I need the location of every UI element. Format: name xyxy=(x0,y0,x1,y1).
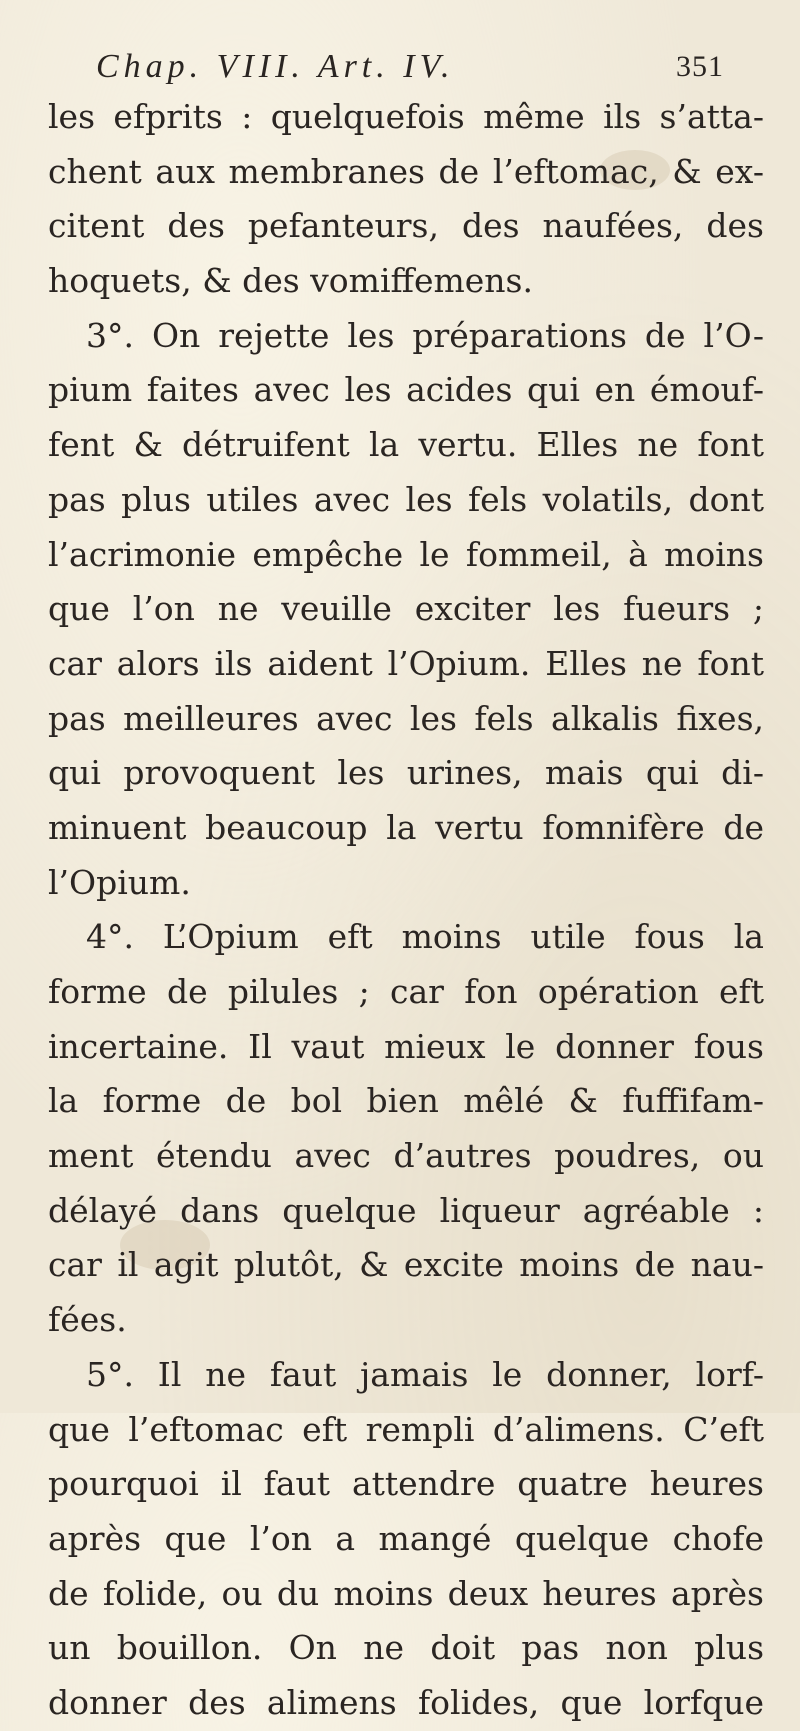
text-line: pourquoi il faut attendre quatre heures xyxy=(48,1464,764,1504)
text-line: que l’on ne veuille exciter les fueurs ; xyxy=(48,589,764,629)
text-line: forme de pilules ; car fon opération eft xyxy=(48,972,764,1011)
text-line: un bouillon. On ne doit pas non plus xyxy=(48,1628,764,1668)
page-number: 351 xyxy=(676,50,724,83)
text-line: la forme de bol bien mêlé & fuffifam- xyxy=(48,1081,764,1121)
text-line: fent & détruifent la vertu. Elles ne font xyxy=(48,425,764,465)
running-head xyxy=(96,42,724,92)
text-line: de folide, ou du moins deux heures après xyxy=(48,1573,764,1613)
text-line: délayé dans quelque liqueur agréable : xyxy=(48,1190,764,1230)
text-line: qui provoquent les urines, mais qui di- xyxy=(48,753,764,793)
text-line: que l’eftomac eft rempli d’alimens. C’eft xyxy=(48,1409,764,1449)
text-line: chent aux membranes de l’eftomac, & ex- xyxy=(48,151,764,191)
text-line: car alors ils aident l’Opium. Elles ne font xyxy=(48,643,764,683)
body-text xyxy=(48,90,764,1731)
text-line: donner des alimens folides, que lorfque xyxy=(48,1682,764,1722)
text-line: pas meilleures avec les fels alkalis fixes, xyxy=(48,698,764,738)
text-line: incertaine. Il vaut mieux le donner fous xyxy=(48,1026,764,1066)
text-line: 5°. Il ne faut jamais le donner, lorf- xyxy=(86,1354,764,1394)
text-line: après que l’on a mangé quelque chofe xyxy=(48,1518,764,1558)
text-line: pium faites avec les acides qui en émouf- xyxy=(48,370,764,410)
text-line: hoquets, & des vomiffemens. xyxy=(48,261,533,301)
text-line: car il agit plutôt, & excite moins de nau- xyxy=(48,1245,764,1285)
chapter-heading: Chap. VIII. Art. IV. xyxy=(96,48,455,85)
text-line: 4°. L’Opium eft moins utile fous la xyxy=(86,917,764,957)
text-line: ment étendu avec d’autres poudres, ou xyxy=(48,1136,764,1176)
text-line: l’acrimonie empêche le fommeil, à moins xyxy=(48,534,764,574)
text-line: citent des pefanteurs, des naufées, des xyxy=(48,206,764,246)
text-line: l’Opium. xyxy=(48,862,191,902)
text-line: fées. xyxy=(48,1300,127,1340)
text-line: 3°. On rejette les préparations de l’O- xyxy=(86,315,764,355)
text-line: pas plus utiles avec les fels volatils, dont xyxy=(48,479,764,519)
text-line: les efprits : quelquefois même ils s’atta- xyxy=(48,97,764,136)
text-line: minuent beaucoup la vertu fomnifère de xyxy=(48,807,764,847)
